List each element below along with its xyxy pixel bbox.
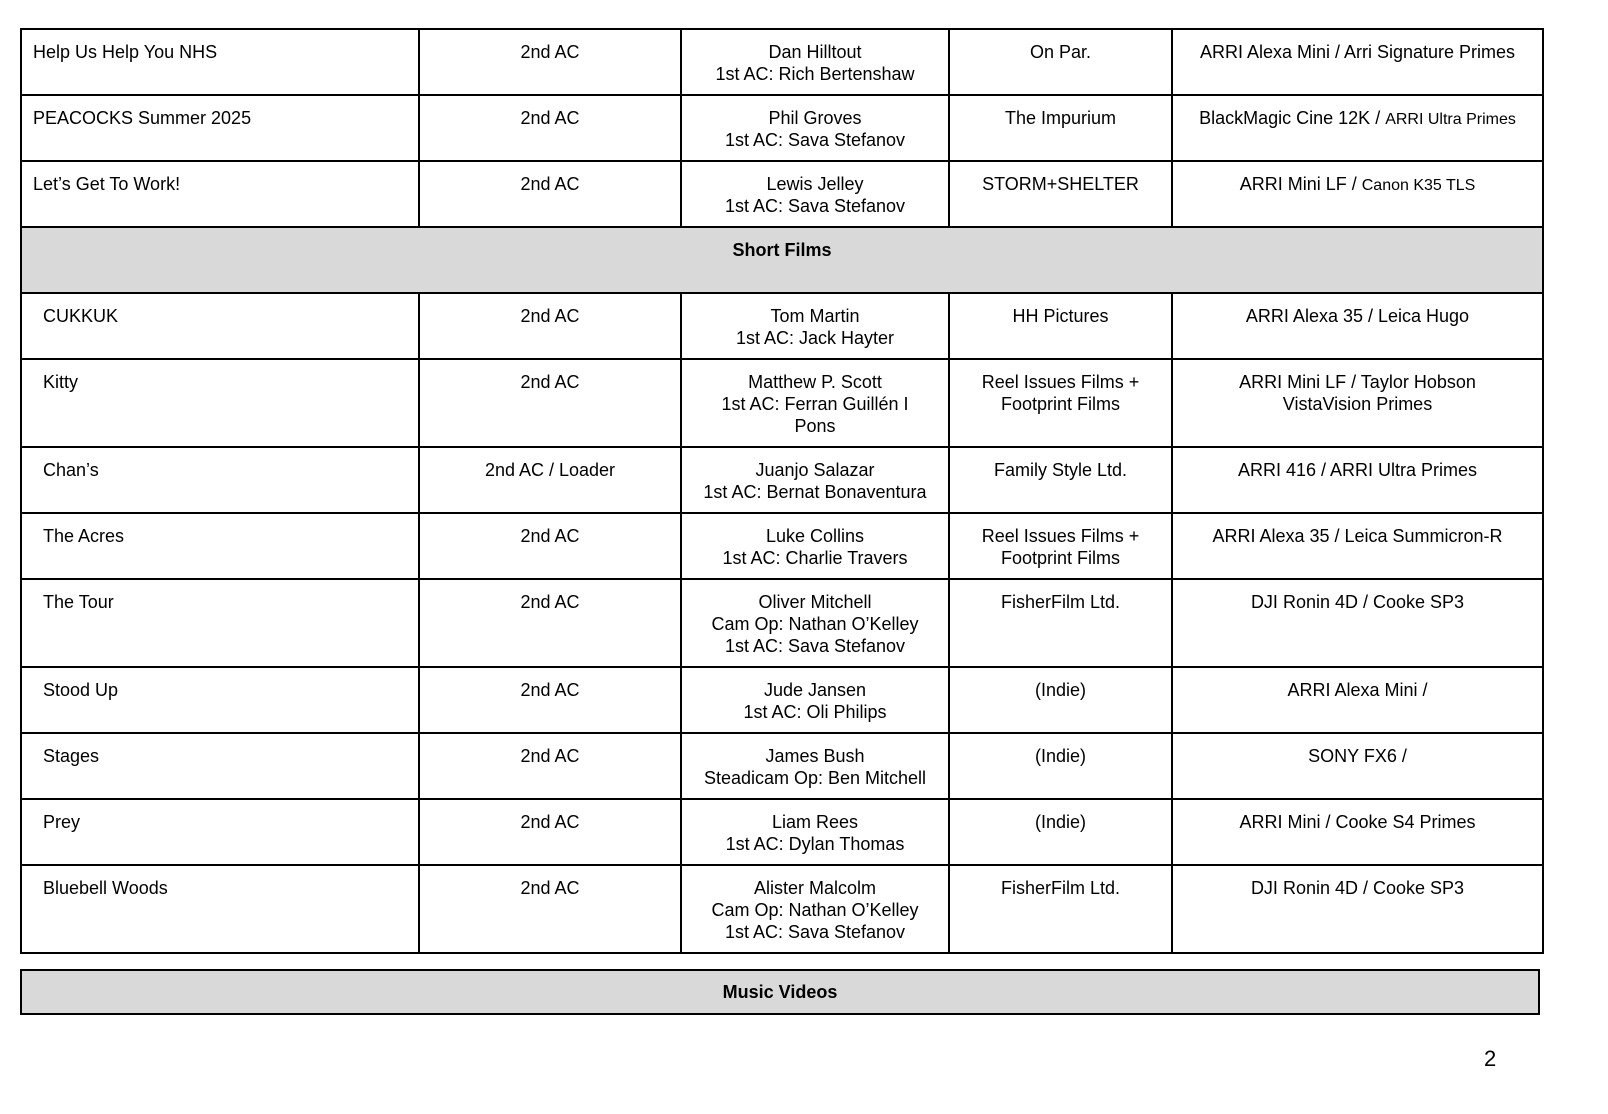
kit-cell-line: ARRI Mini / Cooke S4 Primes <box>1239 812 1476 832</box>
role-cell <box>419 733 681 799</box>
role-cell-text: 2nd AC / Loader <box>484 460 616 480</box>
project-title-text: PEACOCKS Summer 2025 <box>33 108 252 128</box>
crew-cell-line: Phil Groves <box>768 108 862 128</box>
project-title <box>21 799 419 865</box>
project-title-text: Stages <box>43 746 100 766</box>
company-cell-line: (Indie) <box>1034 812 1087 832</box>
project-title <box>21 733 419 799</box>
company-cell-line: STORM+SHELTER <box>982 174 1139 194</box>
role-cell-text: 2nd AC <box>520 878 580 898</box>
table-row <box>21 799 1543 865</box>
crew-cell-line: 1st AC: Dylan Thomas <box>725 834 905 854</box>
role-cell <box>419 513 681 579</box>
project-title-text: Prey <box>43 812 81 832</box>
crew-cell-line: Alister Malcolm <box>753 878 877 898</box>
project-title-text: The Acres <box>43 526 125 546</box>
company-cell <box>949 29 1172 95</box>
kit-cell <box>1172 95 1543 161</box>
kit-cell-line: DJI Ronin 4D / Cooke SP3 <box>1250 878 1465 898</box>
project-title <box>21 667 419 733</box>
crew-cell-line: 1st AC: Rich Bertenshaw <box>715 64 915 84</box>
crew-cell-line: 1st AC: Sava Stefanov <box>724 196 906 216</box>
company-cell-line: The Impurium <box>1004 108 1117 128</box>
company-cell <box>949 293 1172 359</box>
kit-cell <box>1172 667 1543 733</box>
role-cell-text: 2nd AC <box>520 42 580 62</box>
crew-cell-line: James Bush <box>765 746 865 766</box>
company-cell <box>949 799 1172 865</box>
table-row <box>21 447 1543 513</box>
project-title-text: Chan’s <box>43 460 99 480</box>
project-title-text: CUKKUK <box>43 306 119 326</box>
crew-cell-line: Jude Jansen <box>763 680 867 700</box>
kit-cell-line: SONY FX6 / <box>1308 746 1407 766</box>
kit-cell-line: VistaVision Primes <box>1282 394 1433 414</box>
company-cell <box>949 95 1172 161</box>
kit-cell <box>1172 293 1543 359</box>
company-cell-line: (Indie) <box>1034 746 1087 766</box>
company-cell <box>949 513 1172 579</box>
role-cell <box>419 29 681 95</box>
crew-cell-line: Tom Martin <box>770 306 860 326</box>
crew-cell <box>681 667 949 733</box>
project-title-text: Let’s Get To Work! <box>33 174 181 194</box>
table-row <box>21 513 1543 579</box>
crew-cell-line: 1st AC: Sava Stefanov <box>724 636 906 656</box>
project-title <box>21 359 419 447</box>
project-title-text: Stood Up <box>43 680 119 700</box>
short-films-heading <box>21 227 1543 293</box>
company-cell <box>949 447 1172 513</box>
crew-cell <box>681 865 949 953</box>
company-cell-line: Footprint Films <box>1000 394 1121 414</box>
role-cell-text: 2nd AC <box>520 306 580 326</box>
kit-cell-line: ARRI 416 / ARRI Ultra Primes <box>1237 460 1478 480</box>
crew-cell-line: 1st AC: Bernat Bonaventura <box>703 482 927 502</box>
role-cell-text: 2nd AC <box>520 174 580 194</box>
kit-cell-line: ARRI Mini LF / Taylor Hobson <box>1239 372 1476 392</box>
table-row <box>21 95 1543 161</box>
kit-cell-line: ARRI Alexa 35 / Leica Summicron-R <box>1212 526 1503 546</box>
kit-cell <box>1172 513 1543 579</box>
company-cell-line: FisherFilm Ltd. <box>1000 878 1121 898</box>
role-cell-text: 2nd AC <box>520 372 580 392</box>
crew-cell-line: Cam Op: Nathan O’Kelley <box>711 614 919 634</box>
company-cell-line: Footprint Films <box>1000 548 1121 568</box>
crew-cell-line: Lewis Jelley <box>766 174 864 194</box>
crew-cell <box>681 293 949 359</box>
kit-text: ARRI Alexa Mini / Arri Signature Primes <box>1199 42 1516 62</box>
kit-text: BlackMagic Cine 12K / <box>1199 108 1386 128</box>
company-cell-line: Reel Issues Films + <box>981 372 1140 392</box>
role-cell-text: 2nd AC <box>520 680 580 700</box>
music-videos-heading: Music Videos <box>20 969 1540 1015</box>
kit-cell <box>1172 733 1543 799</box>
section-row <box>21 227 1543 293</box>
credits-table <box>20 28 1544 954</box>
project-title <box>21 447 419 513</box>
table-row <box>21 865 1543 953</box>
role-cell <box>419 865 681 953</box>
short-films-heading-text: Short Films <box>732 240 832 260</box>
role-cell-text: 2nd AC <box>520 746 580 766</box>
company-cell <box>949 667 1172 733</box>
crew-cell-line: 1st AC: Jack Hayter <box>735 328 895 348</box>
project-title-text: Bluebell Woods <box>43 878 168 898</box>
company-cell-line: HH Pictures <box>1012 306 1109 326</box>
kit-lens-text: Canon K35 TLS <box>1361 177 1476 194</box>
role-cell <box>419 95 681 161</box>
project-title <box>21 293 419 359</box>
role-cell <box>419 447 681 513</box>
role-cell <box>419 359 681 447</box>
role-cell <box>419 667 681 733</box>
project-title <box>21 95 419 161</box>
company-cell <box>949 733 1172 799</box>
company-cell-line: Family Style Ltd. <box>993 460 1128 480</box>
project-title <box>21 865 419 953</box>
table-row <box>21 667 1543 733</box>
role-cell <box>419 579 681 667</box>
kit-cell <box>1172 799 1543 865</box>
crew-cell-line: 1st AC: Sava Stefanov <box>724 130 906 150</box>
kit-cell-line: ARRI Alexa 35 / Leica Hugo <box>1245 306 1470 326</box>
crew-cell-line: Liam Rees <box>771 812 859 832</box>
crew-cell-line: 1st AC: Oli Philips <box>743 702 887 722</box>
table-row <box>21 733 1543 799</box>
kit-cell <box>1172 29 1543 95</box>
kit-cell <box>1172 579 1543 667</box>
crew-cell-line: Steadicam Op: Ben Mitchell <box>703 768 927 788</box>
project-title <box>21 29 419 95</box>
crew-cell-line: Juanjo Salazar <box>755 460 875 480</box>
kit-cell-line: DJI Ronin 4D / Cooke SP3 <box>1250 592 1465 612</box>
crew-cell-line: Luke Collins <box>765 526 865 546</box>
crew-cell <box>681 161 949 227</box>
crew-cell-line: 1st AC: Charlie Travers <box>722 548 908 568</box>
role-cell-text: 2nd AC <box>520 812 580 832</box>
table-row <box>21 29 1543 95</box>
company-cell-line: Reel Issues Films + <box>981 526 1140 546</box>
project-title <box>21 579 419 667</box>
project-title-text: Help Us Help You NHS <box>33 42 218 62</box>
role-cell <box>419 293 681 359</box>
page-number: 2 <box>1484 1046 1497 1071</box>
kit-cell <box>1172 161 1543 227</box>
crew-cell <box>681 359 949 447</box>
crew-cell <box>681 447 949 513</box>
role-cell-text: 2nd AC <box>520 526 580 546</box>
company-cell <box>949 359 1172 447</box>
crew-cell-line: 1st AC: Sava Stefanov <box>724 922 906 942</box>
role-cell-text: 2nd AC <box>520 592 580 612</box>
company-cell-line: On Par. <box>1029 42 1092 62</box>
project-title <box>21 161 419 227</box>
company-cell <box>949 865 1172 953</box>
kit-cell <box>1172 865 1543 953</box>
role-cell <box>419 799 681 865</box>
project-title <box>21 513 419 579</box>
company-cell <box>949 161 1172 227</box>
company-cell-line: (Indie) <box>1034 680 1087 700</box>
company-cell <box>949 579 1172 667</box>
crew-cell <box>681 733 949 799</box>
table-row <box>21 293 1543 359</box>
crew-cell <box>681 95 949 161</box>
company-cell-line: FisherFilm Ltd. <box>1000 592 1121 612</box>
crew-cell <box>681 29 949 95</box>
crew-cell-line: Dan Hilltout <box>768 42 862 62</box>
kit-cell <box>1172 359 1543 447</box>
crew-cell-line: Pons <box>794 416 836 436</box>
kit-cell-line: ARRI Alexa Mini / <box>1287 680 1428 700</box>
crew-cell-line: Cam Op: Nathan O’Kelley <box>711 900 919 920</box>
crew-cell <box>681 579 949 667</box>
crew-cell-line: Oliver Mitchell <box>758 592 872 612</box>
role-cell-text: 2nd AC <box>520 108 580 128</box>
role-cell <box>419 161 681 227</box>
crew-cell <box>681 513 949 579</box>
table-row <box>21 359 1543 447</box>
project-title-text: Kitty <box>43 372 79 392</box>
kit-text: ARRI Mini LF / <box>1239 174 1362 194</box>
kit-cell <box>1172 447 1543 513</box>
crew-cell-line: Matthew P. Scott <box>748 372 882 392</box>
table-row <box>21 579 1543 667</box>
crew-cell-line: 1st AC: Ferran Guillén I <box>721 394 909 414</box>
crew-cell <box>681 799 949 865</box>
kit-lens-text: ARRI Ultra Primes <box>1385 111 1516 128</box>
project-title-text: The Tour <box>43 592 114 612</box>
table-row <box>21 161 1543 227</box>
